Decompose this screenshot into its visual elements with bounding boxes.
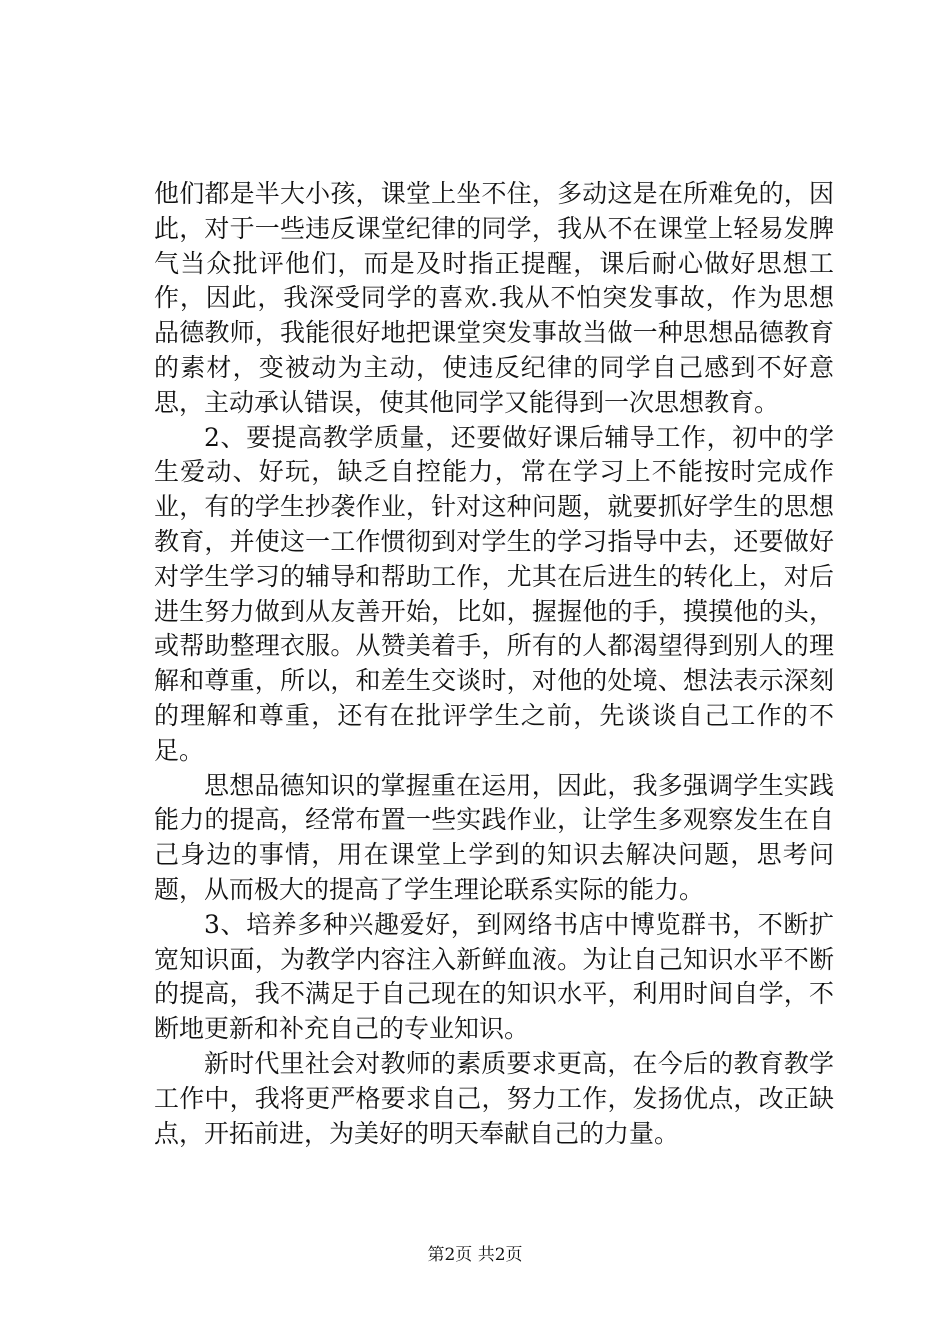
paragraph-2: 2、要提高教学质量，还要做好课后辅导工作，初中的学生爱动、好玩，缺乏自控能力，常在学习上不能按时完成作业，有的学生抄袭作业，针对这种问题，就要抓好学生的思想教育，并使这一工作惯彻到对学生的学习指导中去，还要做好对学生学习的辅导和帮助工作，尤其在后进生的转化上，对后进生努力做到从友善开始，比如，握握他的手，摸摸他的头，或帮助整理衣服。从赞美着手，所有的人都渴望得到别人的理解和尊重，所以，和差生交谈时，对他的处境、想法表示深刻的理解和尊重，还有在批评学生之前，先谈谈自己工作的不足。 [154,422,834,765]
paragraph-5: 新时代里社会对教师的素质要求更高，在今后的教育教学工作中，我将更严格要求自己，努力工作，发扬优点，改正缺点，开拓前进，为美好的明天奉献自己的力量。 [154,1048,834,1148]
paragraph-4: 3、培养多种兴趣爱好，到网络书店中博览群书，不断扩宽知识面，为教学内容注入新鲜血液。为让自己知识水平不断的提高，我不满足于自己现在的知识水平，利用时间自学，不断地更新和补充自己的专业知识。 [154,909,834,1044]
paragraph-3: 思想品德知识的掌握重在运用，因此，我多强调学生实践能力的提高，经常布置一些实践作业，让学生多观察发生在自己身边的事情，用在课堂上学到的知识去解决问题，思考问题，从而极大的提高了学生理论联系实际的能力。 [154,770,834,904]
document-body [154,177,834,1151]
paragraph-1: 他们都是半大小孩，课堂上坐不住，多动这是在所难免的，因此，对于一些违反课堂纪律的同学，我从不在课堂上轻易发脾气当众批评他们，而是及时指正提醒，课后耐心做好思想工作，因此，我深受同学的喜欢.我从不怕突发事故，作为思想品德教师，我能很好地把课堂突发事故当做一种思想品德教育的素材，变被动为主动，使违反纪律的同学自己感到不好意思，主动承认错误，使其他同学又能得到一次思想教育。 [154,179,834,417]
page-footer: 第2页 共2页 [427,1245,523,1265]
